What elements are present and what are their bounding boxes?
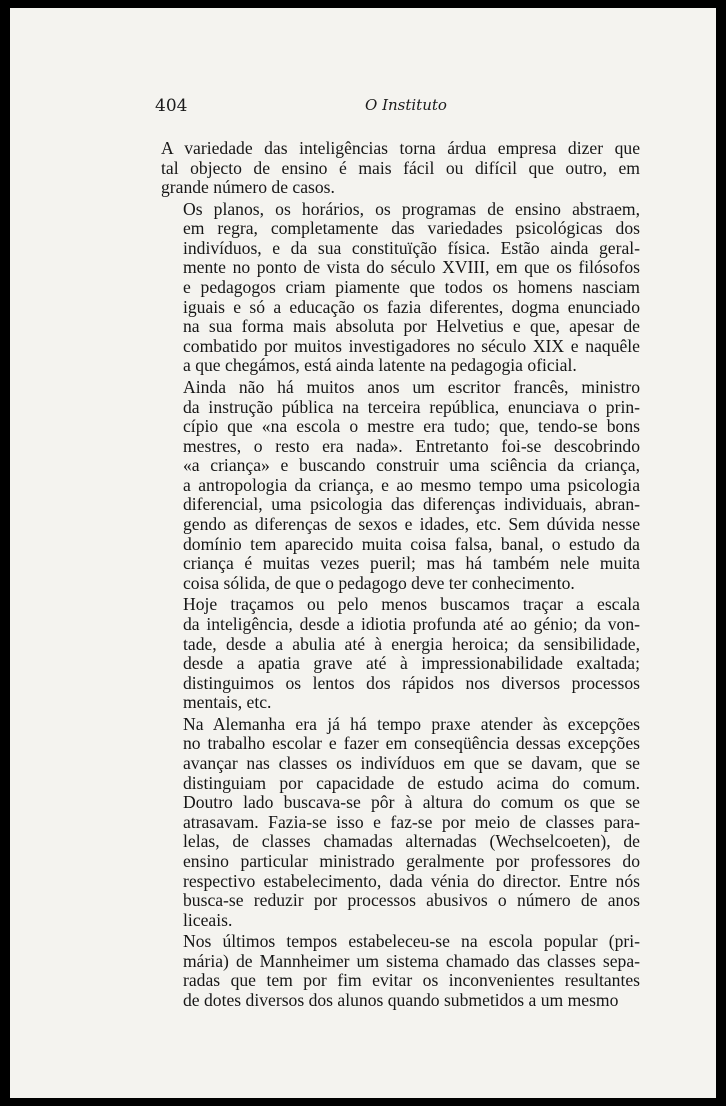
text-line: distinguimos os lentos dos rápidos nos diversos processos xyxy=(183,672,640,693)
text-line: diferencial, uma psicologia das diferenças individuais, abran- xyxy=(183,494,640,515)
paragraph xyxy=(161,932,640,1010)
text-line: domínio tem aparecido muita coisa falsa, banal, o estudo da xyxy=(183,533,640,554)
body-text xyxy=(161,139,640,1012)
text-line: Os planos, os horários, os programas de ensino abstraem, xyxy=(183,198,640,219)
text-line: mária) de Mannheimer um sistema chamado das classes sepa- xyxy=(183,950,640,971)
paragraph xyxy=(161,715,640,931)
text-line: Na Alemanha era já há tempo praxe atender às excepções xyxy=(183,713,640,734)
text-line: na sua forma mais absoluta por Helvetius e que, apesar de xyxy=(183,316,640,337)
text-line: de dotes diversos dos alunos quando submetidos a um mesmo xyxy=(183,989,619,1010)
paragraph xyxy=(161,139,640,198)
text-line: Ainda não há muitos anos um escritor francês, ministro xyxy=(183,376,640,397)
page-number: 404 xyxy=(155,96,188,116)
paragraph xyxy=(161,200,640,376)
text-line: lelas, de classes chamadas alternadas (Wechselcoeten), de xyxy=(183,831,640,852)
text-line: A variedade das inteligências torna árdua empresa dizer que xyxy=(161,138,640,158)
text-line: desde a apatia grave até à impressionabilidade exaltada; xyxy=(183,653,640,674)
text-line: e pedagogos criam piamente que todos os homens nasciam xyxy=(183,277,640,298)
text-line: atrasavam. Fazia-se isso e faz-se por meio de classes para- xyxy=(183,811,640,832)
text-line: Nos últimos tempos estabeleceu-se na escola popular (pri- xyxy=(183,931,640,952)
book-page xyxy=(10,8,716,1098)
text-line: mestres, o resto era nada». Entretanto foi-se descobrindo xyxy=(183,435,640,456)
text-line: Hoje traçamos ou pelo menos buscamos traçar a escala xyxy=(183,594,640,615)
text-line: iguais e só a educação os fazia diferentes, dogma enunciado xyxy=(183,296,640,317)
paragraph xyxy=(161,595,640,713)
text-line: radas que tem por fim evitar os inconvenientes resultantes xyxy=(183,970,640,991)
text-line: cípio que «na escola o mestre era tudo; que, tendo-se bons xyxy=(183,416,640,437)
text-line: busca-se reduzir por processos abusivos o número de anos xyxy=(183,890,640,911)
text-line: a antropologia da criança, e ao mesmo tempo uma psicologia xyxy=(183,474,640,495)
text-line: Doutro lado buscava-se pôr à altura do comum os que se xyxy=(183,792,640,813)
text-line: tal objecto de ensino é mais fácil ou difícil que outro, em xyxy=(161,157,640,178)
text-line: ensino particular ministrado geralmente por professores do xyxy=(183,850,640,871)
text-line: liceais. xyxy=(183,909,233,930)
text-line: combatido por muitos investigadores no século XIX e naquêle xyxy=(183,335,640,356)
page-header xyxy=(155,96,635,120)
text-line: respectivo estabelecimento, dada vénia do director. Entre nós xyxy=(183,870,640,891)
text-line: tade, desde a abulia até à energia heroica; da sensibilidade, xyxy=(183,633,640,654)
text-line: distinguiam por capacidade de estudo acima do comum. xyxy=(183,772,640,793)
text-line: no trabalho escolar e fazer em conseqüência dessas excepções xyxy=(183,733,640,754)
text-line: em regra, completamente das variedades psicológicas dos xyxy=(183,218,640,239)
text-line: da inteligência, desde a idiotia profunda até ao génio; da von- xyxy=(183,613,640,634)
running-title: O Instituto xyxy=(365,96,447,114)
text-line: coisa sólida, de que o pedagogo deve ter conhecimento. xyxy=(183,572,575,593)
text-line: gendo as diferenças de sexos e idades, etc. Sem dúvida nesse xyxy=(183,514,640,535)
text-line: mentais, etc. xyxy=(183,692,272,713)
text-line: indivíduos, e da sua constituïção física. Estão ainda geral- xyxy=(183,237,640,258)
text-line: mente no ponto de vista do século XVIII, em que os filósofos xyxy=(183,257,640,278)
text-line: a que chegámos, está ainda latente na pedagogia oficial. xyxy=(183,355,577,376)
paragraph xyxy=(161,378,640,594)
text-line: avançar nas classes os indivíduos em que se davam, que se xyxy=(183,752,640,773)
text-line: grande número de casos. xyxy=(161,177,335,198)
text-line: criança é muitas vezes pueril; mas há também nele muita xyxy=(183,553,640,574)
text-line: da instrução pública na terceira república, enunciava o prin- xyxy=(183,396,640,417)
text-line: «a criança» e buscando construir uma sciência da criança, xyxy=(183,455,640,476)
